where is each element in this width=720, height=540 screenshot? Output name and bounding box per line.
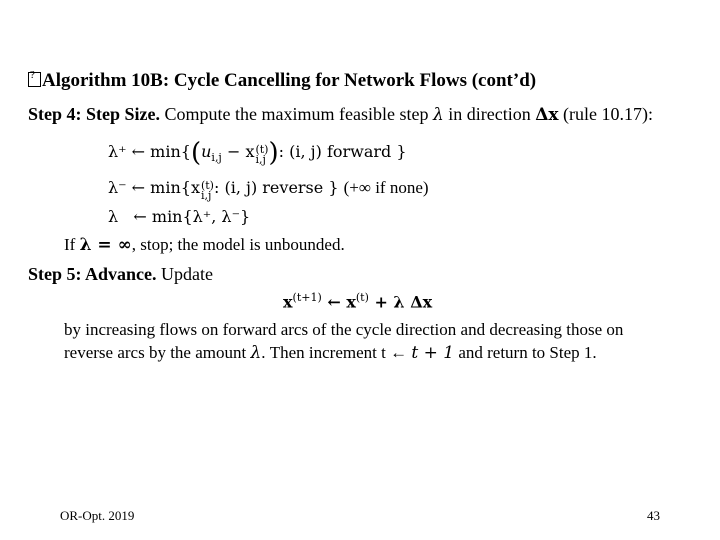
f1-minus: − x <box>221 142 255 161</box>
step4-line <box>28 104 653 125</box>
f1-rest: : (i, j) forward } <box>278 142 407 161</box>
f1-x-sup: (t) <box>255 143 269 156</box>
unbounded-line <box>64 235 345 255</box>
update-formula <box>283 291 432 311</box>
advance-para-line2 <box>64 343 597 363</box>
step4-heading: Step 4: Step Size. <box>28 104 160 124</box>
footer-page-number: 43 <box>647 508 660 523</box>
step5-heading: Step 5: Advance. <box>28 264 157 284</box>
formula-lambda: λ ← min{λ⁺, λ⁻} <box>108 207 251 226</box>
step5-line <box>28 264 213 285</box>
update-mid: ← x <box>321 292 356 312</box>
f1-x-indices <box>255 145 268 165</box>
f2-x-sub: i,j <box>200 189 212 202</box>
bullet-icon <box>28 72 41 87</box>
f2-x-sup: (t) <box>200 179 214 192</box>
advance-para-line1: by increasing flows on forward arcs of the cycle direction and decreasing those on <box>64 320 624 339</box>
footer-course: OR-Opt. 2019 <box>60 508 135 523</box>
step4-direction: Δx <box>535 105 559 125</box>
f2-rest: : (i, j) reverse } <box>213 178 339 197</box>
update-sup1: (t+1) <box>292 291 322 304</box>
unbounded-prefix: If <box>64 235 76 254</box>
formula-lambda-plus: λ⁺ ← $\min\{(u_{i,j} - x(t)$ i,j): (i, j) forward } <box>108 138 407 168</box>
step5-text: Update <box>161 264 213 284</box>
unbounded-cond: λ = ∞ <box>79 235 132 255</box>
update-sup2: (t) <box>355 291 369 304</box>
f1-u-sub: i,j <box>211 151 222 165</box>
para2-b: . Then increment t ← <box>261 343 408 362</box>
formula-lambda-minus <box>108 178 429 201</box>
f1-x-sub: i,j <box>255 153 266 166</box>
f1-lhs: λ⁺ ← min <box>108 142 181 161</box>
para2-c: and return to Step 1. <box>458 343 597 362</box>
para2-a: reverse arcs by the amount <box>64 343 247 362</box>
update-end: + λ Δx <box>368 292 433 312</box>
slide-title-text: Algorithm 10B: Cycle Cancelling for Network Flows (cont’d) <box>42 70 537 91</box>
unbounded-rest: , stop; the model is unbounded. <box>131 235 345 254</box>
f2-extra: (+∞ if none) <box>343 178 429 197</box>
step4-text: Compute the maximum feasible step <box>164 104 429 124</box>
step4-text2: in direction <box>448 104 531 124</box>
f2-x-indices <box>201 181 214 201</box>
f2-lhs: λ⁻ ← min{x <box>108 178 200 197</box>
step4-rule: (rule 10.17): <box>563 104 654 124</box>
f1-u: u <box>201 142 212 161</box>
update-x1: x <box>283 292 293 312</box>
step4-lambda: λ <box>432 105 444 125</box>
slide-title <box>28 70 536 92</box>
para2-lambda: λ <box>250 343 262 363</box>
para2-math: t + 1 <box>411 343 455 363</box>
